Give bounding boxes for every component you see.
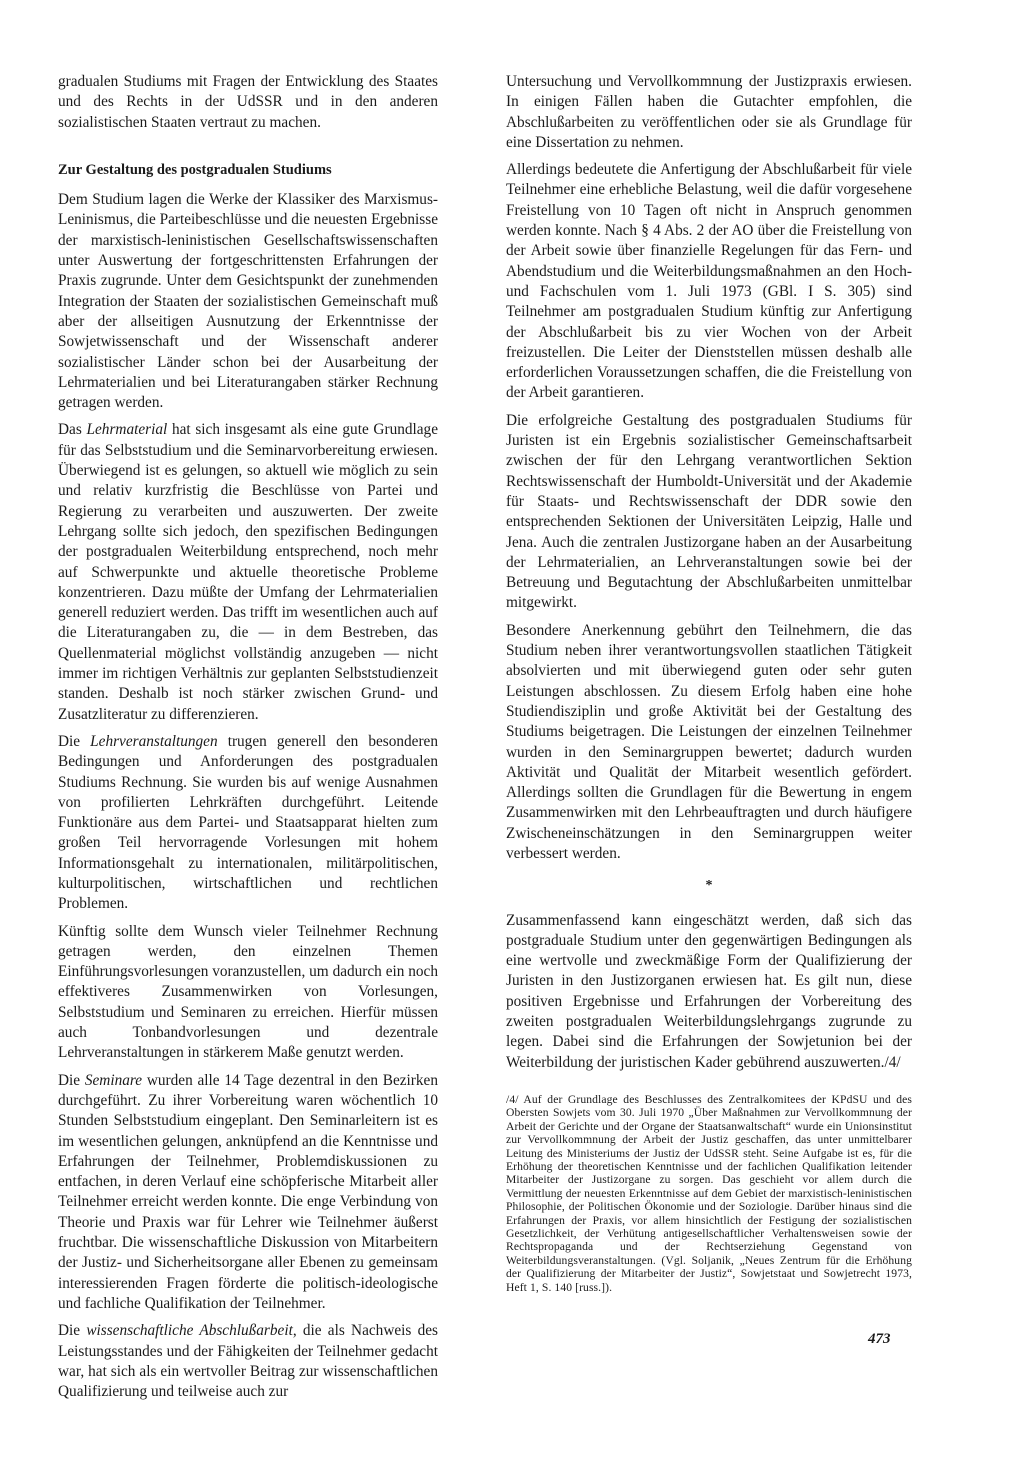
paragraph-lead: Die	[58, 1071, 85, 1089]
paragraph-lehrveranstaltungen	[58, 732, 438, 915]
paragraph: Künftig sollte dem Wunsch vieler Teilnehmer Rechnung getragen werden, den einzelnen Themen Einführungsvorlesungen voranzustellen, um dadurch ein noch effektiveres Zusammenwirken von Vorlesungen, Selbststudium und Seminaren zu erreichen. Hierfür müssen auch Tonbandvorlesungen und dezentrale Lehrveranstaltungen in stärkerem Maße genutzt werden.	[58, 922, 438, 1062]
page-number: 473	[868, 1331, 891, 1347]
paragraph-lead: Das	[58, 421, 87, 439]
paragraph-text: hat sich insgesamt als eine gute Grundlage für das Selbststudium und die Seminarvorbereitung erwiesen. Überwiegend ist es gelungen, so aktuell wie möglich zu sein und relativ kurzfristig die Beschlüsse von Partei und Regierung zu verarbeiten und auszuwerten. Der zweite Lehrgang sollte sich jedoch, den spezifischen Bedingungen der postgradualen Weiterbildung entsprechend, noch mehr auf Schwerpunkte und aktuelle theoretische Probleme konzentrieren. Dazu müßte der Umfang der Lehrmaterialien generell reduziert werden. Das trifft im wesentlichen auch auf die Literaturangaben zu, die — in dem Bestreben, das Quellenmaterial möglichst vollständig anzugeben — nicht immer im richtigen Verhältnis zur geplanten Selbststudienzeit standen. Deshalb ist noch stärker zwischen Grund- und Zusatzliteratur zu differenzieren.	[58, 421, 438, 723]
paragraph-conclusion: Zusammenfassend kann eingeschätzt werden, daß sich das postgraduale Studium unter den gegenwärtigen Bedingungen als eine wertvolle und zweckmäßige Form der Qualifizierung der Juristen in den Justizorganen erwiesen hat. Es gilt nun, diese positiven Ergebnisse und Erfahrungen der Vorbereitung des zweiten postgradualen Weiterbildungslehrgangs zugrunde zu legen. Dabei sind die Erfahrungen der Sowjetunion bei der Weiterbildung der juristischen Kader gebührend auszuwerten./4/	[506, 911, 912, 1071]
emphasis-term: Lehrmaterial	[86, 421, 168, 439]
paragraph-lehrmaterial	[58, 420, 438, 724]
footnote: /4/ Auf der Grundlage des Beschlusses des Zentralkomitees der KPdSU und des Obersten Sowjets vom 30. Juli 1970 „Über Maßnahmen zur Vervollkommnung der Arbeit der Gerichte und der Organe der Staatsanwaltschaft“ wurde ein Unionsinstitut zur Vervollkommnung der Arbeit der Justiz geschaffen, das unter unmittelbarer Leitung des Ministeriums der Justiz der UdSSR steht. Seine Aufgabe ist es, für die Erhöhung der theoretischen Kenntnisse und der fachlichen Qualifikation leitender Mitarbeiter der Justizorgane zu sorgen. Das geschieht vor allem durch die Vermittlung der neuesten Erkenntnisse auf dem Gebiet der marxistisch-leninistischen Philosophie, der Politischen Ökonomie und der Soziologie. Darüber hinaus sind die Erfahrungen der Praxis, vor allem hinsichtlich der Festigung der sozialistischen Gesetzlichkeit, der Verhütung antigesellschaftlicher Verhaltensweisen sowie der Rechtspropaganda und der Rechtserziehung Gegenstand von Weiterbildungsveranstaltungen. (Vgl. Soljanik, „Neues Zentrum für die Erhöhung der Qualifizierung der Mitarbeiter der Justiz“, Sowjetstaat und Sowjetrecht 1973, Heft 1, S. 140 [russ.]).	[506, 1092, 912, 1294]
paragraph-text: , die als Nachweis des Leistungsstandes und der Fähigkeiten der Teilnehmer gedacht war, hat sich als ein wertvoller Beitrag zur wissenschaftlichen Qualifizierung und teilweise auch zur	[58, 1322, 438, 1401]
right-column	[506, 72, 912, 1294]
paragraph-lead: Die	[58, 732, 91, 750]
emphasis-term: Lehrveranstaltungen	[90, 732, 218, 750]
paragraph-seminare	[58, 1071, 438, 1315]
paragraph: Dem Studium lagen die Werke der Klassiker des Marxismus-Leninismus, die Parteibeschlüsse und die neuesten Ergebnisse der marxistisch-leninistischen Gesellschaftswissenschaften unter Auswertung der fortgeschrittensten Erfahrungen der Praxis zugrunde. Unter dem Gesichtspunkt der zunehmenden Integration der Staaten der sozialistischen Gemeinschaft muß aber der allseitigen Ausnutzung der Erkenntnisse der Sowjetwissenschaft und der Wissenschaft anderer sozialistischer Länder schon bei der Ausarbeitung der Lehrmaterialien und bei Literaturangaben stärker Rechnung getragen werden.	[58, 191, 438, 412]
emphasis-term: Seminare	[84, 1071, 143, 1089]
section-heading: Zur Gestaltung des postgradualen Studiums	[58, 161, 332, 178]
emphasis-term: wissenschaftliche Abschlußarbeit	[86, 1322, 293, 1340]
intro-paragraph: gradualen Studiums mit Fragen der Entwicklung des Staates und des Rechts in der UdSSR und in den anderen sozialistischen Staaten vertraut zu machen.	[58, 73, 438, 131]
paragraph: Die erfolgreiche Gestaltung des postgradualen Studiums für Juristen ist ein Ergebnis sozialistischer Gemeinschaftsarbeit zwischen der für den Lehrgang verantwortlichen Sektion Rechtswissenschaft der Humboldt-Universität und der Akademie für Staats- und Rechtswissenschaft der DDR sowie den entsprechenden Sektionen der Universitäten Leipzig, Halle und Jena. Auch die zentralen Justizorgane haben an der Ausarbeitung der Lehrmaterialien, an Lehrveranstaltungen sowie bei der Betreuung und Begutachtung der Abschlußarbeiten unmittelbar mitgewirkt.	[506, 411, 912, 612]
left-column	[58, 72, 438, 1409]
paragraph-text: trugen generell den besonderen Bedingungen und Anforderungen des postgradualen Studiums Rechnung. Sie wurden bis auf wenige Ausnahmen von profilierten Lehrkräften durchgeführt. Leitende Funktionäre aus dem Partei- und Staatsapparat hielten zum großen Teil hervorragende Vorlesungen mit hohem Informationsgehalt zu internationalen, militärpolitischen, kulturpolitischen, wirtschaftlichen und rechtlichen Problemen.	[58, 732, 438, 913]
paragraph: Untersuchung und Vervollkommnung der Justizpraxis erwiesen. In einigen Fällen haben die Gutachter empfohlen, die Abschlußarbeiten zu veröffentlichen oder sie als Grundlage für eine Dissertation zu nehmen.	[506, 73, 912, 151]
section-separator: *	[705, 878, 713, 894]
paragraph: Allerdings bedeutete die Anfertigung der Abschlußarbeit für viele Teilnehmer eine erhebliche Belastung, weil die dafür vorgesehene Freistellung von 10 Tagen oft nicht in Anspruch genommen werden konnte. Nach § 4 Abs. 2 der AO über die Freistellung von der Arbeit sowie über finanzielle Regelungen für das Fern- und Abendstudium und die Weiterbildungsmaßnahmen an den Hoch- und Fachschulen vom 1. Juli 1973 (GBl. I S. 305) sind Teilnehmer am postgradualen Studium künftig zur Anfertigung der Abschlußarbeit bis zu vier Wochen von der Arbeit freizustellen. Die Leiter der Dienststellen müssen deshalb alle erforderlichen Voraussetzungen schaffen, die die Freistellung von der Arbeit garantieren.	[506, 161, 912, 402]
paragraph-text: wurden alle 14 Tage dezentral in den Bezirken durchgeführt. Zu ihrer Vorbereitung waren wöchentlich 10 Stunden Selbststudium eingeplant. Den Seminarleitern ist es im wesentlichen gelungen, anknüpfend an die Kenntnisse und Erfahrungen der Teilnehmer, Problemdiskussionen zu entfachen, in deren Verlauf eine schöpferische Mitarbeit aller Teilnehmer erreicht werden konnte. Die enge Verbindung von Theorie und Praxis war für Lehrer wie Teilnehmer äußerst fruchtbar. Die wissenschaftliche Diskussion von Mitarbeitern der Justiz- und Sicherheitsorgane aller Ebenen zu gemeinsam interessierenden Fragen förderte die politisch-ideologische und fachliche Qualifikation der Teilnehmer.	[58, 1071, 438, 1312]
paragraph-abschlussarbeit	[58, 1321, 438, 1402]
paragraph: Besondere Anerkennung gebührt den Teilnehmern, die das Studium neben ihrer verantwortungsvollen staatlichen Tätigkeit absolvierten und mit überwiegend guten oder sehr guten Leistungen abschlossen. Zu diesem Erfolg haben eine hohe Studiendisziplin und große Aktivität bei der Gestaltung des Studiums beigetragen. Die Leistungen der einzelnen Teilnehmer wurden in den Seminargruppen bewertet; dadurch wurden Aktivität und Qualität der Mitarbeit wesentlich gefördert. Allerdings sollten die Grundlagen für die Bewertung in engem Zusammenwirken mit den Lehrbeauftragten und durch häufigere Zwischeneinschätzungen in den Seminargruppen weiter verbessert werden.	[506, 621, 912, 862]
paragraph-lead: Die	[58, 1322, 87, 1340]
